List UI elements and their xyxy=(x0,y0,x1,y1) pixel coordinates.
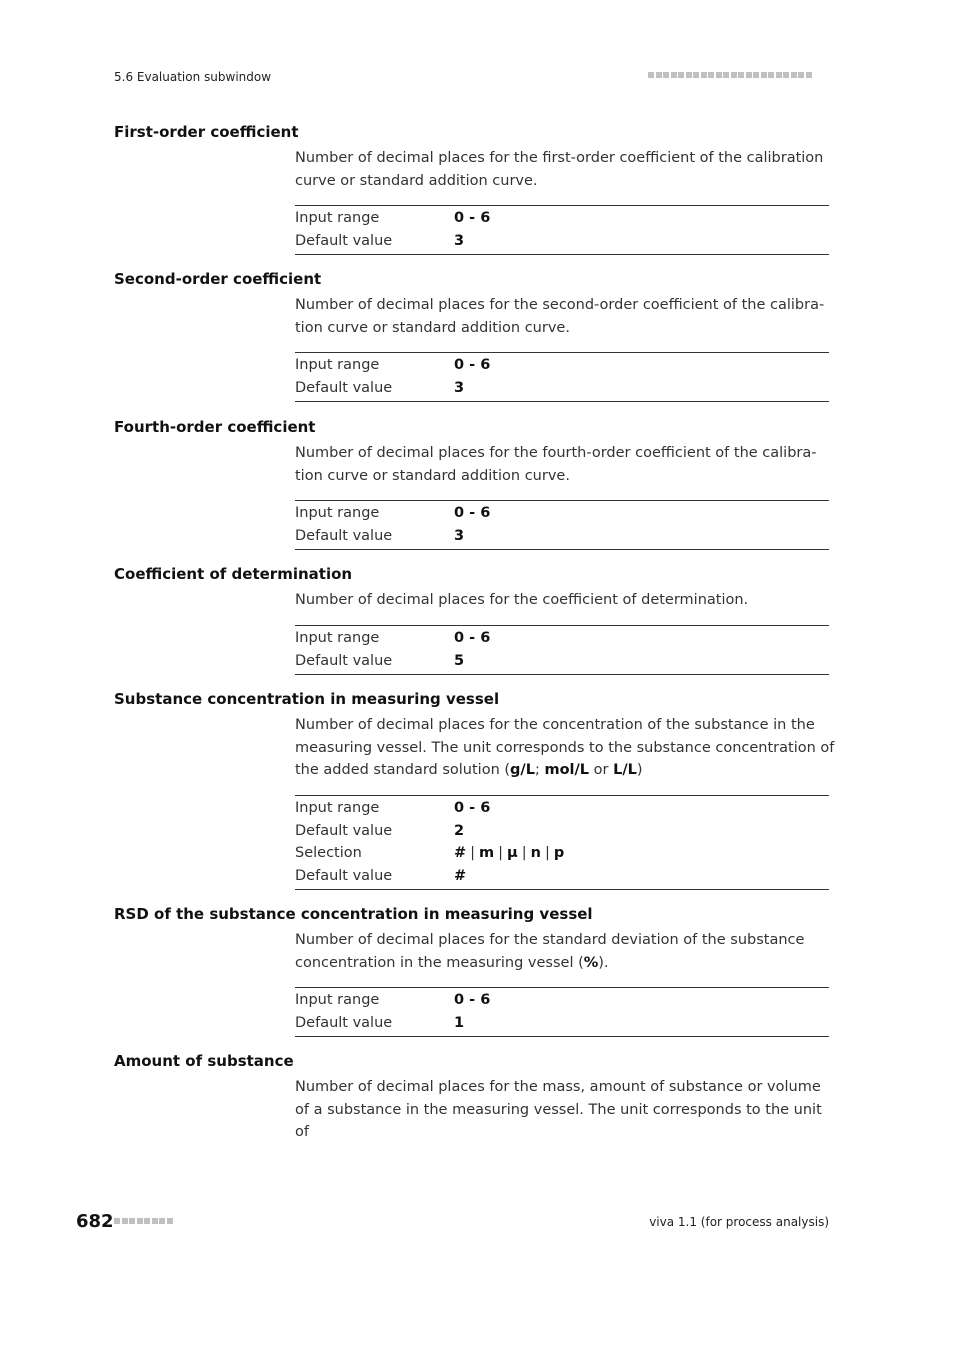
row-label: Input range xyxy=(295,210,380,226)
table-row xyxy=(295,627,829,650)
row-value: 5 xyxy=(454,652,465,669)
table-row xyxy=(295,377,829,400)
unit-g-per-l: g/L xyxy=(510,762,535,778)
option-m: m xyxy=(479,845,495,861)
parameter-table xyxy=(295,795,829,890)
option-n: n xyxy=(530,845,541,861)
section-title: Substance concentration in measuring vessel xyxy=(114,690,500,708)
section-title: Amount of substance xyxy=(114,1052,294,1070)
row-label: Default value xyxy=(295,822,393,839)
row-value: 0 - 6 xyxy=(454,630,491,646)
row-label: Selection xyxy=(295,845,362,861)
row-value: 3 xyxy=(454,232,465,249)
parameter-table xyxy=(295,625,829,675)
section-title: Coefficient of determination xyxy=(114,565,353,583)
section-description: Number of decimal places for the mass, amount of substance or volume of a substance in the measuring vessel. The unit corresponds to the unit of xyxy=(295,1079,822,1140)
row-value: 0 - 6 xyxy=(454,210,491,226)
row-value: 0 - 6 xyxy=(454,800,491,816)
section-description xyxy=(295,714,835,782)
row-value: 0 - 6 xyxy=(454,357,491,373)
row-label: Input range xyxy=(295,800,380,816)
table-row xyxy=(295,525,829,548)
table-row xyxy=(295,865,829,888)
desc-text: ). xyxy=(598,954,609,971)
header-decoration xyxy=(648,72,812,78)
unit-l-per-l: L/L xyxy=(613,762,637,778)
unit-percent: % xyxy=(583,954,599,971)
parameter-table xyxy=(295,500,829,550)
row-label: Default value xyxy=(295,232,393,249)
table-row xyxy=(295,502,829,525)
desc-text: ) xyxy=(636,762,643,778)
running-header-section: 5.6 Evaluation subwindow xyxy=(114,70,272,84)
desc-text: Number of decimal places for the standard deviation of the substance concentration in the measuring vessel ( xyxy=(295,932,805,971)
section-description: Number of decimal places for the coefficient of determination. xyxy=(295,592,749,608)
table-row xyxy=(295,820,829,843)
option-p: p xyxy=(553,845,565,861)
desc-separator: or xyxy=(589,762,614,778)
row-label: Default value xyxy=(295,379,393,396)
row-value: 0 - 6 xyxy=(454,992,491,1008)
table-row xyxy=(295,989,829,1012)
table-row xyxy=(295,842,829,865)
section-title: Fourth-order coefficient xyxy=(114,418,316,436)
row-label: Default value xyxy=(295,867,393,884)
unit-mol-per-l: mol/L xyxy=(544,762,590,778)
row-value: # xyxy=(454,867,467,884)
row-label: Default value xyxy=(295,652,393,669)
selection-options: # | m | μ | n | p xyxy=(454,845,565,861)
row-label: Input range xyxy=(295,992,380,1008)
option-mu: μ xyxy=(507,845,518,861)
row-value: 0 - 6 xyxy=(454,505,491,521)
table-row xyxy=(295,207,829,230)
row-label: Input range xyxy=(295,630,380,646)
row-label: Default value xyxy=(295,1014,393,1031)
option-hash: # xyxy=(454,845,467,861)
table-row xyxy=(295,1012,829,1035)
parameter-table xyxy=(295,352,829,402)
parameter-table xyxy=(295,205,829,255)
parameter-table xyxy=(295,987,829,1037)
section-description xyxy=(295,929,835,974)
desc-text: Number of decimal places for the concentration of the substance in the measuring vessel. The unit corresponds to the substance concentration of the added standard solution ( xyxy=(295,717,835,778)
section-description: Number of decimal places for the second-order coefficient of the calibra-tion curve or standard addition curve. xyxy=(295,297,825,336)
table-row xyxy=(295,797,829,820)
page-number: 682 xyxy=(76,1211,114,1232)
row-label: Input range xyxy=(295,357,380,373)
row-value: 3 xyxy=(454,379,465,396)
footer-decoration xyxy=(114,1218,173,1224)
section-title: Second-order coefficient xyxy=(114,270,322,288)
table-row xyxy=(295,230,829,253)
section-description: Number of decimal places for the fourth-order coefficient of the calibra-tion curve or standard addition curve. xyxy=(295,445,817,484)
row-value: 2 xyxy=(454,822,465,839)
section-title: RSD of the substance concentration in measuring vessel xyxy=(114,905,593,923)
row-value: 3 xyxy=(454,527,465,544)
section-title: First-order coefficient xyxy=(114,123,299,141)
row-label: Input range xyxy=(295,505,380,521)
running-footer-product: viva 1.1 (for process analysis) xyxy=(649,1215,829,1229)
row-value: 1 xyxy=(454,1014,465,1031)
table-row xyxy=(295,650,829,673)
desc-separator: ; xyxy=(534,762,545,778)
row-label: Default value xyxy=(295,527,393,544)
table-row xyxy=(295,354,829,377)
section-description: Number of decimal places for the first-order coefficient of the calibration curve or standard addition curve. xyxy=(295,150,824,189)
